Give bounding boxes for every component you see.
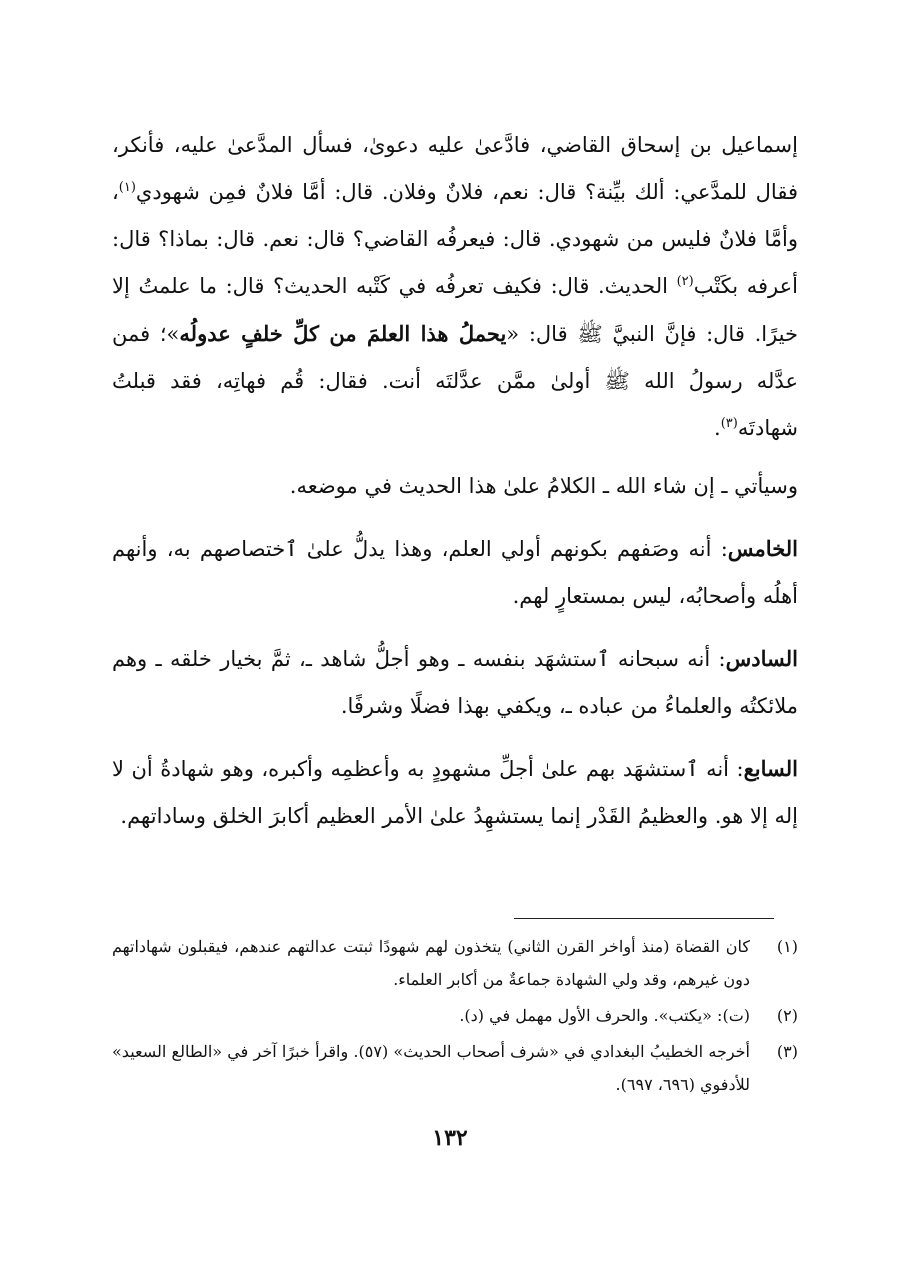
footnote-3-number: (٣): [776, 1042, 798, 1061]
paragraph-1-text-d: »؛ فمن عدَّله رسولُ الله ﷺ أولىٰ ممَّن عدَّلتَه أنت. فقال: قُم فهاتِه، فقد قبلتُ شهادتَه: [112, 322, 798, 440]
paragraph-sixth: [112, 635, 798, 730]
paragraph-1-end: .: [714, 416, 721, 440]
footnote-2-number: (٢): [776, 1006, 798, 1025]
footnote-2: [112, 999, 798, 1032]
paragraph-1-text-a: إسماعيل بن إسحاق القاضي، فادَّعىٰ عليه دعوىٰ، فسأل المدَّعىٰ عليه، فأنكر، فقال للمدَّعي: ألك بيِّنة؟ قال: نعم، فلانٌ وفلان. قال: أمَّا فلانٌ فمِن شهودي: [112, 133, 798, 204]
footnote-ref-3[interactable]: (٣): [720, 416, 738, 431]
hadith-quote: يحملُ هذا العلمَ من كلِّ خلفٍ عدولُه: [179, 321, 507, 346]
paragraph-2: وسيأتي ـ إن شاء الله ـ الكلامُ علىٰ هذا الحديث في موضعه.: [289, 474, 798, 498]
paragraph-1-text-c: الحديث. قال: فكيف تعرفُه في كَتْبه الحديث؟ قال: ما علمتُ إلا خيرًا. قال: فإنَّ النبيَّ ﷺ قال: «: [112, 274, 798, 346]
paragraph-seventh: [112, 745, 798, 840]
seventh-text: : أنه ٱستشهَد بهم علىٰ أجلِّ مشهودٍ به وأعظمِه وأكبره، وهو شهادةُ أن لا إله إلا هو. والعظيمُ القَدْر إنما يستشهِدُ علىٰ الأمر العظيم أكابرَ الخلق وساداتهم.: [112, 757, 798, 828]
footnote-3: [112, 1035, 798, 1101]
footnote-ref-2[interactable]: (٢): [676, 274, 694, 289]
footnote-3-text: أخرجه الخطيبُ البغدادي في «شرف أصحاب الحديث» (٥٧). واقرأ خبرًا آخر في «الطالع السعيد» للأدفوي (٦٩٦، ٦٩٧).: [112, 1042, 750, 1094]
page-number: ١٣٢: [432, 1125, 468, 1151]
footnote-ref-1[interactable]: (١): [118, 180, 136, 195]
main-text: [112, 122, 798, 840]
sixth-text: : أنه سبحانه ٱستشهَد بنفسه ـ وهو أجلُّ شاهد ـ، ثمَّ بخيار خلقه ـ وهم ملائكتُه والعلماءُ من عباده ـ، ويكفي بهذا فضلًا وشرفًا.: [112, 647, 798, 718]
footnote-1-number: (١): [776, 937, 798, 956]
footnote-separator: [514, 918, 774, 919]
footnotes: [112, 930, 798, 1104]
paragraph-fifth: [112, 525, 798, 620]
seventh-label: السابع: [743, 756, 798, 781]
sixth-label: السادس: [725, 646, 798, 671]
footnote-1: [112, 930, 798, 996]
paragraph-1-text-b: ، وأمَّا فلانٌ فليس من شهودي. قال: فيعرفُه القاضي؟ قال: نعم. قال: بماذا؟ قال: أعرفه بكَتْب: [112, 180, 798, 298]
fifth-label: الخامس: [727, 536, 798, 561]
fifth-text: : أنه وصَفهم بكونهم أولي العلم، وهذا يدلُّ علىٰ ٱختصاصهم به، وأنهم أهلُه وأصحابُه، ليس بمستعارٍ لهم.: [112, 537, 798, 608]
paragraph-1: [112, 122, 798, 452]
footnote-2-text: (ت): «يكتب». والحرف الأول مهمل في (د).: [459, 1006, 750, 1025]
footnote-1-text: كان القضاة (منذ أواخر القرن الثاني) يتخذون لهم شهودًا ثبتت عدالتهم عندهم، فيقبلون شهاداتهم دون غيرهم، وقد ولي الشهادة جماعةٌ من أكابر العلماء.: [112, 937, 750, 989]
